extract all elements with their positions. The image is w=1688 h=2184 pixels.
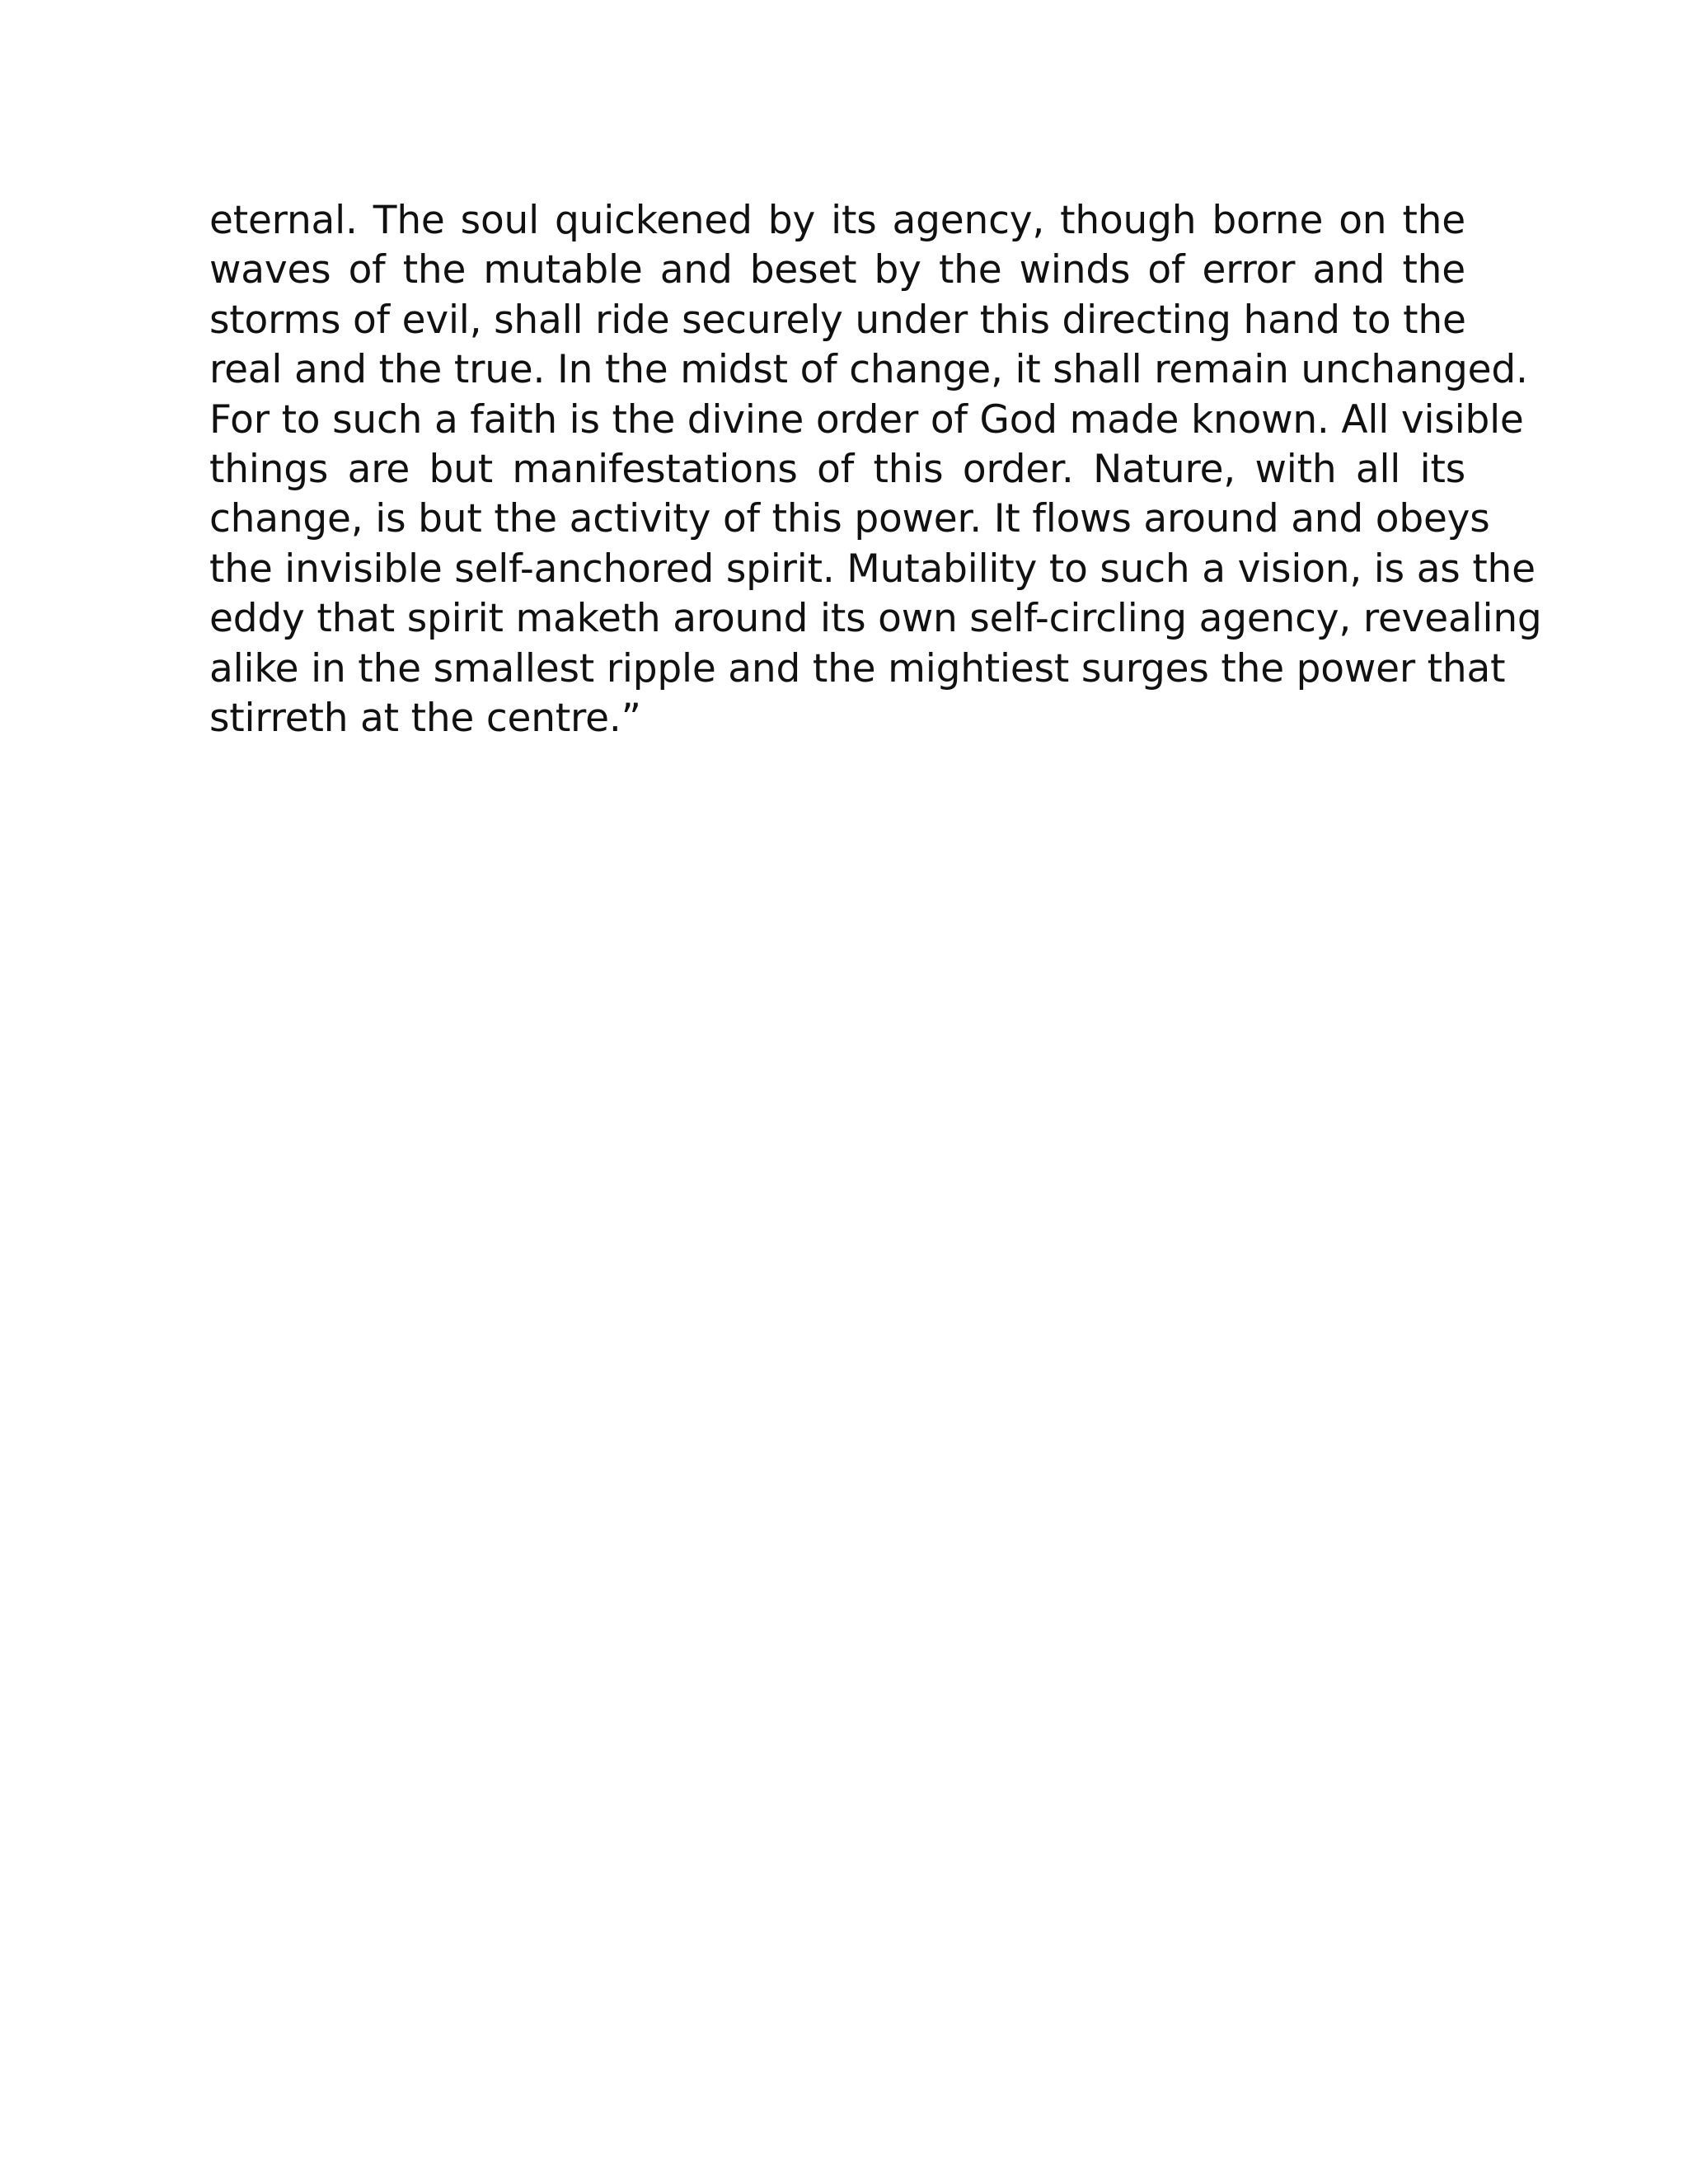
- text-line: eternal. The soul quickened by its agency, though borne on the: [209, 198, 1465, 243]
- text-line: storms of evil, shall ride securely under this directing hand to the: [209, 297, 1466, 343]
- text-line: eddy that spirit maketh around its own self-circling agency, revealing: [209, 596, 1542, 642]
- body-paragraph: [209, 196, 1542, 743]
- text-line-last: stirreth at the centre.”: [209, 696, 641, 742]
- text-line: alike in the smallest ripple and the mightiest surges the power that: [209, 645, 1506, 691]
- text-line: real and the true. In the midst of change, it shall remain unchanged.: [209, 347, 1528, 393]
- text-line: things are but manifestations of this order. Nature, with all its: [209, 447, 1465, 493]
- text-line: the invisible self-anchored spirit. Mutability to such a vision, is as the: [209, 546, 1536, 592]
- text-line: For to such a faith is the divine order of God made known. All visible: [209, 396, 1524, 443]
- text-line: waves of the mutable and beset by the winds of error and the: [209, 247, 1465, 293]
- text-line: change, is but the activity of this power. It flows around and obeys: [209, 496, 1490, 542]
